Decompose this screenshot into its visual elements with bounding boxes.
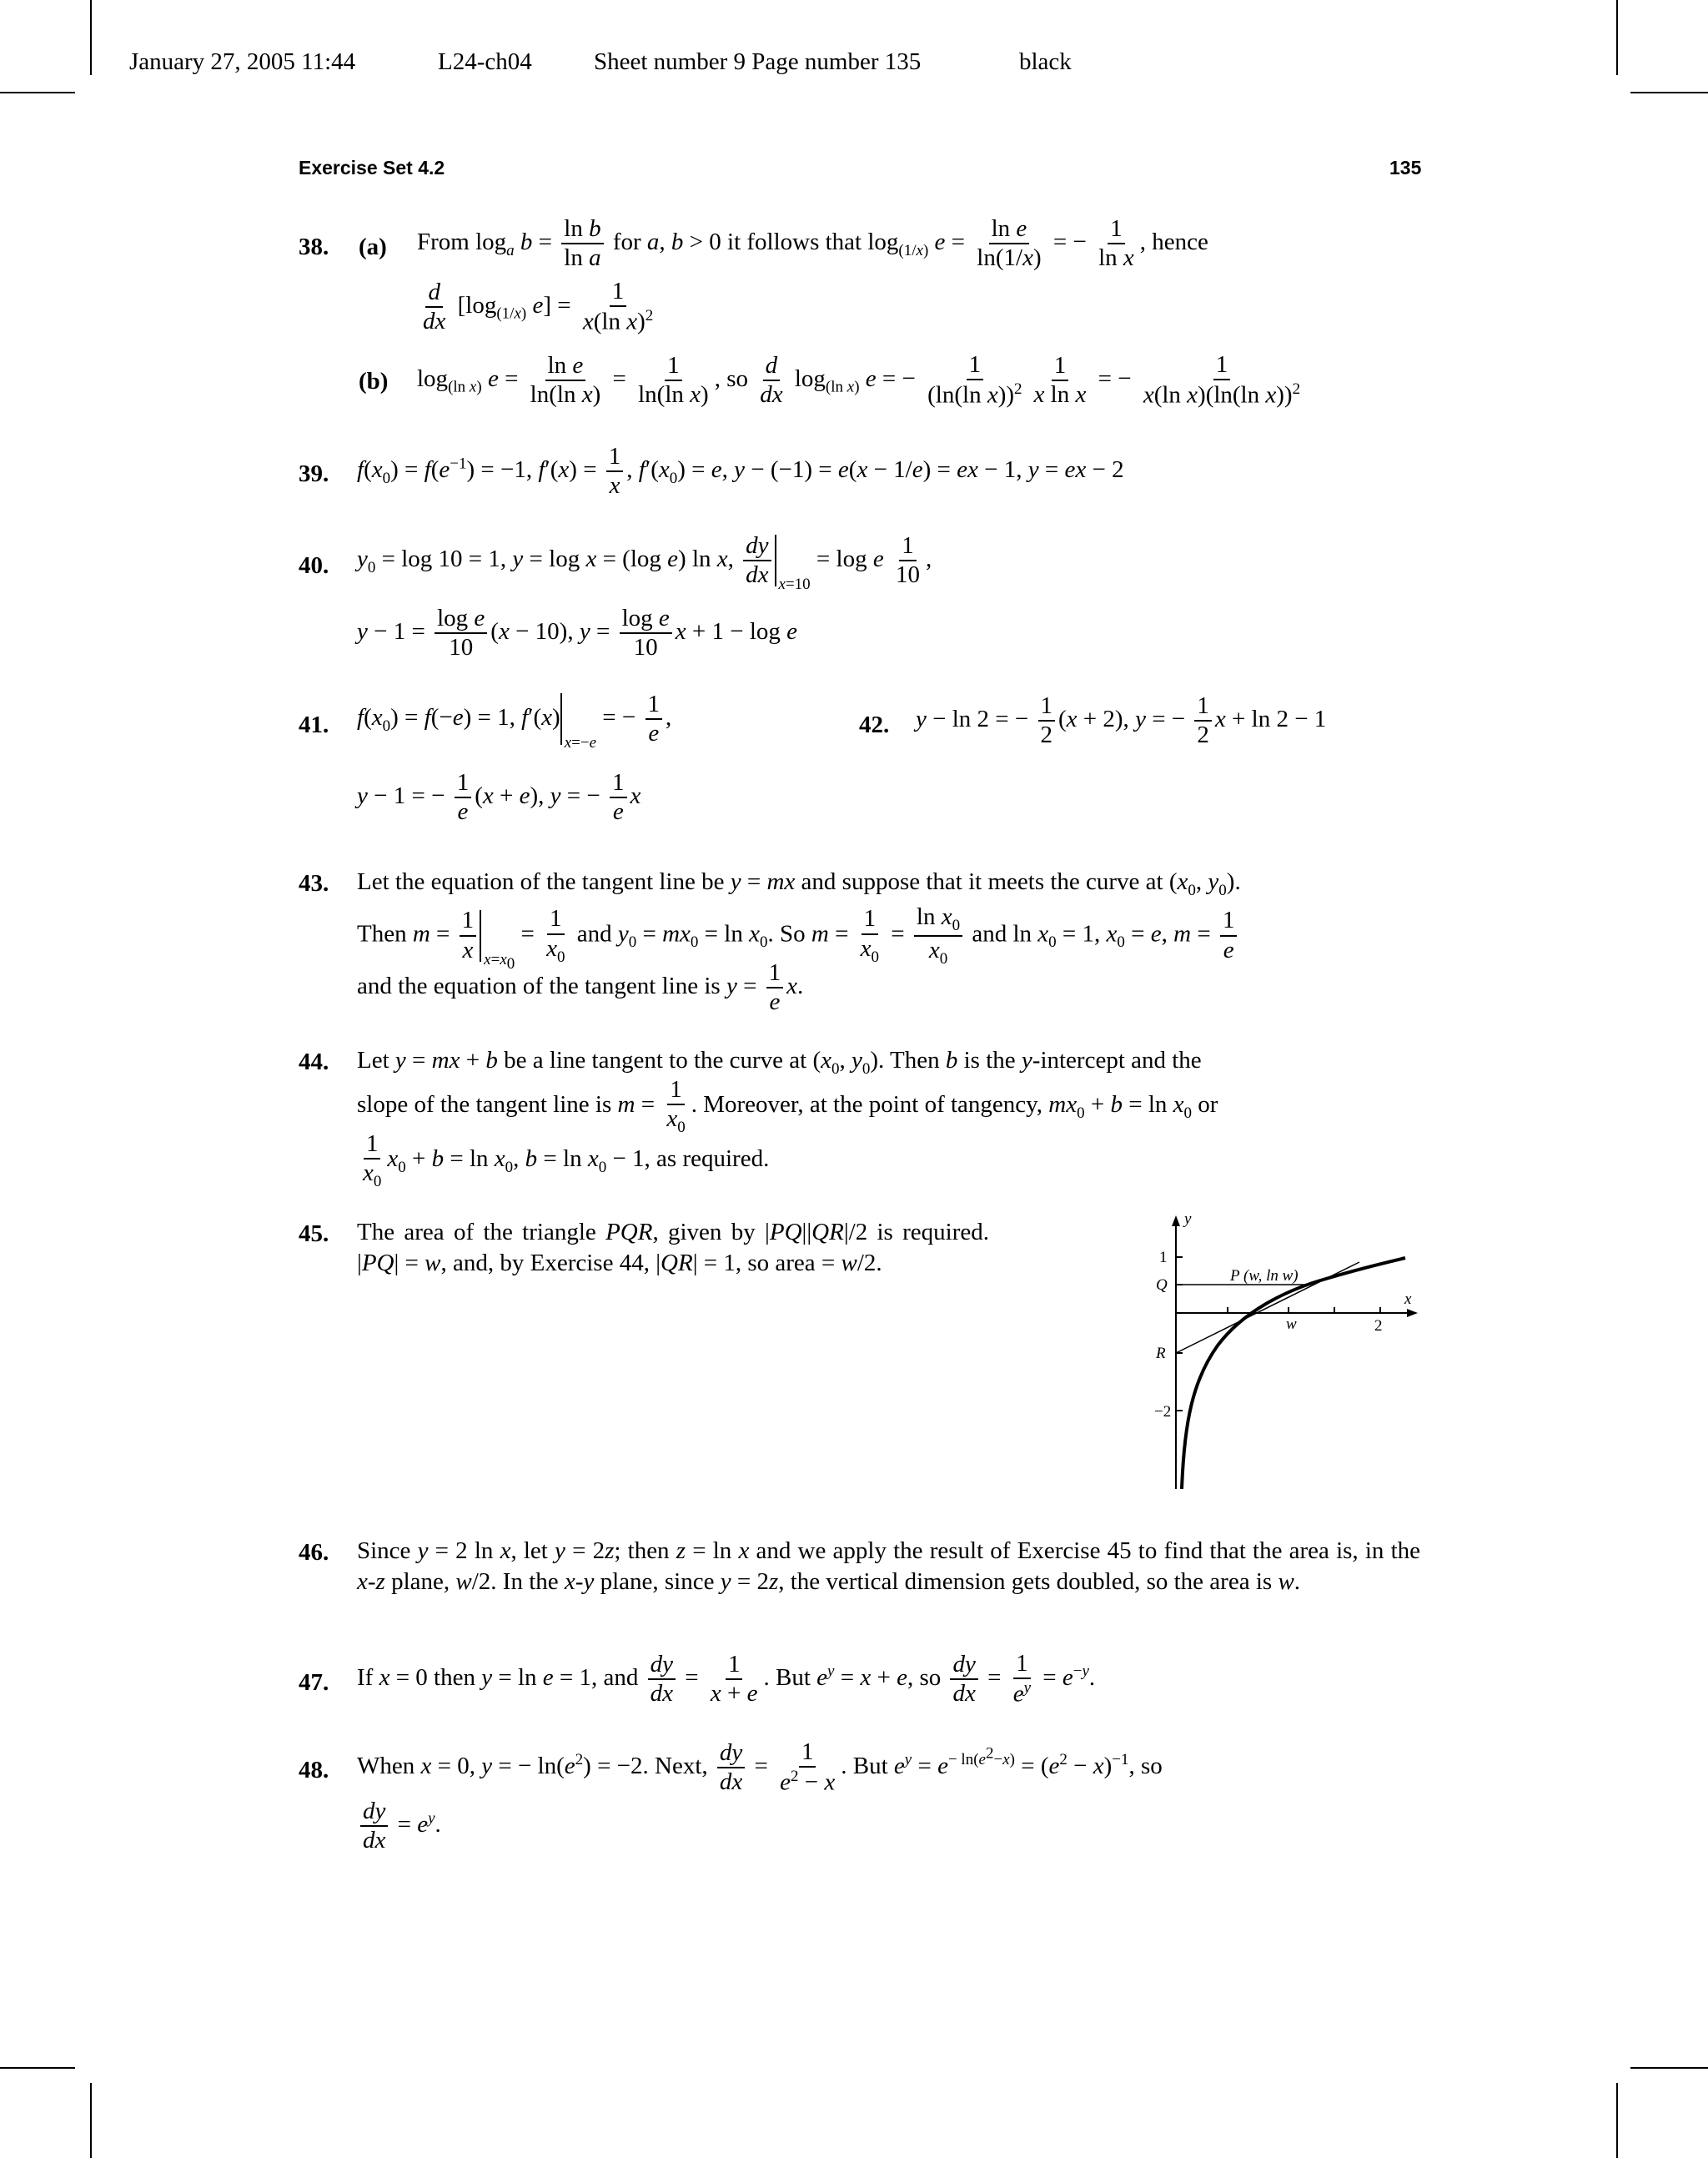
sheet-color: black <box>1019 48 1072 75</box>
exercise-44-line3: $\frac{1}{x_0}$ $x_0 + b = \ln x_0$, $b = \ln x_0 - 1$, as required. <box>363 1130 770 1191</box>
exercise-45-text: The area of the triangle PQR, given by |PQ||QR|/2 is required. |PQ| = w, and, by Exercise 44, |QR| = 1, so area = w/2. <box>357 1219 990 1276</box>
exercise-46-text: Since y = 2 ln x, let y = 2z; then z = ln x and we apply the result of Exercise 45 to find that the area is, in the x-z plane, w/2. In the x-y plane, since y = 2z, the vertical dimension gets doubled, so the area is w. <box>357 1537 1420 1595</box>
section-title: Exercise Set 4.2 <box>299 157 445 179</box>
exercise-number: 47. <box>299 1669 329 1696</box>
exercise-44-line2: slope of the tangent line is m = $\frac{1}{x_0}$ . Moreover, at the point of tangency, $mx_0 + b = \ln x_0$ or <box>357 1076 1218 1137</box>
part-label: (a) <box>359 234 387 260</box>
crop-mark <box>1616 2083 1618 2158</box>
y-axis-arrow <box>1172 1215 1180 1226</box>
exercise-number: 44. <box>299 1049 329 1075</box>
crop-mark <box>1630 92 1708 93</box>
x-axis-arrow <box>1407 1309 1418 1317</box>
exercise-43-line3: and the equation of the tangent line is y = $\frac{1}{e}$ x. <box>357 959 804 1016</box>
exercise-38a-line2: $\frac{d}{dx}$ [$\log_{(1/x)}$ e] = $\frac{1}{x(\ln x)^2}$ <box>423 278 654 335</box>
exercise-48-line1: When x = 0, y = − $\ln(e^2) = -2$. Next, $\frac{dy}{dx}$ = $\frac{1}{e^2 - x}$ . But $e^y = e^{- ln(e^2-x)} = (e^2 - x)^{-1}$, so <box>357 1738 1163 1796</box>
crop-mark <box>90 0 92 75</box>
exercise-39-text: $f(x_0) = f(e^{-1}) = -1$, f′(x) = $\frac{1}{x}$ , $f'(x_0) = e$, y − (−1) = e(x − 1/e) = ex − 1, y = ex − 2 <box>357 443 1124 500</box>
point-p-label: P (w, ln w) <box>1230 1267 1299 1285</box>
exercise-number: 38. <box>299 234 329 260</box>
exercise-number: 46. <box>299 1539 329 1566</box>
exercise-38a-line1: From $\log_a b$ = $\frac{\text{ln b}}{\text{ln a}}$ for a, b > 0 it follows that $\log_{(1/x)} e$ = $\frac{\text{ln e}}{\ln(1/x)}$ = − $\frac{1}{\text{ln x}}$ , hence <box>417 215 1208 272</box>
exercise-number: 42. <box>859 712 890 738</box>
crop-mark <box>0 2067 75 2069</box>
page-number: 135 <box>1389 157 1422 179</box>
exercise-number: 43. <box>299 870 329 897</box>
exercise-number: 41. <box>299 712 329 738</box>
ln-curve <box>1182 1258 1405 1489</box>
point-q-label: Q <box>1156 1276 1168 1294</box>
exercise-42-text: y − ln 2 = − $\frac{1}{2}$ (x + 2), y = − $\frac{1}{2}$ x + ln 2 − 1 <box>916 692 1327 749</box>
crop-mark <box>90 2083 92 2158</box>
exercise-41-line2: y − 1 = − $\frac{1}{e}$ (x + e), y = − $\frac{1}{e}$ x <box>357 769 641 826</box>
exercise-40-line2: y − 1 = $\frac{\text{log e}}{10}$ (x − 10), y = $\frac{\text{log e}}{10}$ x + 1 − log e <box>357 605 798 661</box>
exercise-number: 40. <box>299 552 329 579</box>
y-axis-label: y <box>1184 1214 1192 1228</box>
exercise-number: 45. <box>299 1220 329 1247</box>
tick-label-neg2: −2 <box>1154 1403 1172 1421</box>
exercise-43-line1: Let the equation of the tangent line be y = mx and suppose that it meets the curve at ($x_0$, $y_0$). <box>357 868 1241 899</box>
x-axis-label: x <box>1404 1290 1412 1308</box>
exercise-41-line1: $f(x_0) = f(-e) = 1$, $f'(x)_{x=-e}$ = − $\frac{1}{e}$ , <box>357 691 672 752</box>
exercise-43-line2: Then m = $\frac{1}{x}$ $_{x=x_0}$ = $\frac{1}{x_0}$ and $y_0 = mx_0 = \ln x_0$. So m = $\frac{1}{x_0}$ = $\frac{\ln x_0}{x_0}$ and $\ln x_0 = 1$, $x_0 = e$, m = $\frac{1}{e}$ <box>357 903 1240 968</box>
crop-mark <box>1630 2067 1708 2069</box>
sheet-chapter-code: L24-ch04 <box>438 48 532 75</box>
crop-mark <box>0 92 75 93</box>
point-w-label: w <box>1286 1315 1297 1333</box>
exercise-48-line2: $\frac{dy}{dx}$ = $e^y$. <box>357 1798 441 1855</box>
crop-mark <box>1616 0 1618 75</box>
exercise-44-line1: Let y = mx + b be a line tangent to the curve at ($x_0$, $y_0$). Then b is the y-intercept and the <box>357 1047 1202 1078</box>
part-label: (b) <box>359 368 389 395</box>
sheet-info: Sheet number 9 Page number 135 <box>594 48 922 75</box>
exercise-number: 39. <box>299 460 329 487</box>
exercise-number: 48. <box>299 1757 329 1783</box>
tick-label-2: 2 <box>1374 1317 1383 1335</box>
exercise-40-line1: $y_0 = \log 10 = 1$, y = log x = (log e) ln x, $\frac{dy}{dx}$ $_{x=10}$ = log e $\frac{1}{10}$ , <box>357 532 932 594</box>
exercise-38b-line: $\log_{(ln x)} e$ = $\frac{\text{ln e}}{\text{ln(ln x)}}$ = $\frac{1}{\text{ln(ln x)}}$ , so $\frac{d}{dx}$ $\log_{(ln x)} e$ = − $\frac{1}{(\ln(\ln x))^2}$ $\frac{1}{\text{x ln x}}$ = − $\frac{1}{x(\ln x)(\ln(\ln x))^2}$ <box>417 351 1301 409</box>
exercise-47-text: If x = 0 then y = ln e = 1, and $\frac{dy}{dx}$ = $\frac{1}{x + e}$ . But $e^y = x + e$, so $\frac{dy}{dx}$ = $\frac{1}{e^y}$ = $e^{-y}$. <box>357 1650 1096 1708</box>
tick-label-1: 1 <box>1159 1249 1168 1266</box>
point-r-label: R <box>1156 1345 1166 1362</box>
log-tangent-graph <box>1134 1214 1434 1497</box>
sheet-date-time: January 27, 2005 11:44 <box>129 48 356 75</box>
